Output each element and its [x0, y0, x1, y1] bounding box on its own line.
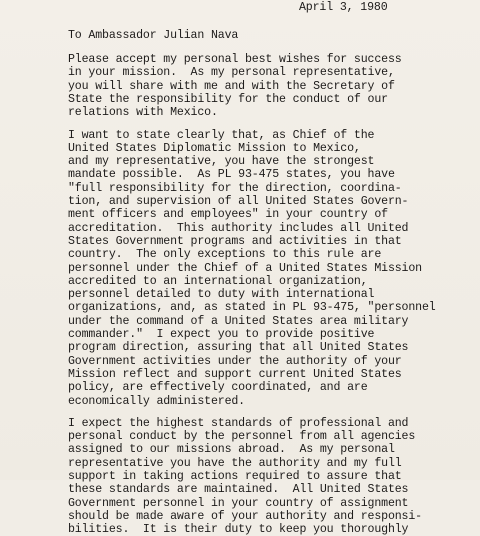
paragraph-2-line: economically administered.	[68, 394, 245, 408]
paragraph-3-line: I expect the highest standards of professional and	[68, 416, 409, 430]
paragraph-3-line: these standards are maintained. All United States	[68, 483, 409, 497]
paragraph-3-line: support in taking actions required to assure that	[68, 470, 402, 483]
paragraph-2-line: and my representative, you have the strongest	[68, 155, 375, 169]
paragraph-2-line: mandate possible. As PL 93-475 states, you have	[68, 168, 395, 182]
paragraph-3-line: representative you have the authority and my full	[68, 456, 402, 470]
paragraph-2-line: policy, are effectively coordinated, and are	[68, 381, 368, 395]
paragraph-1-line: State the responsibility for the conduct of our	[68, 92, 388, 106]
paragraph-2-line: United States Diplomatic Mission to Mexico,	[68, 141, 361, 155]
paragraph-1-line: relations with Mexico.	[68, 106, 218, 120]
paragraph-1-line: Please accept my personal best wishes for success	[68, 53, 402, 66]
paragraph-2-line: Government activities under the authority of your	[68, 354, 402, 368]
paragraph-2-line: personnel detailed to duty with international	[68, 288, 375, 302]
paragraph-2-line: commander." I expect you to provide positive	[68, 328, 375, 341]
paragraph-3-line: bilities. It is their duty to keep you thoroughly	[68, 523, 409, 536]
paragraph-2-line: tion, and supervision of all United States Govern-	[68, 195, 409, 208]
paragraph-2-line: program direction, assuring that all United States	[68, 341, 409, 355]
paragraph-2-line: I want to state clearly that, as Chief of the	[68, 128, 375, 142]
salutation: To Ambassador Julian Nava	[68, 29, 239, 42]
paragraph-1-line: in your mission. As my personal representative,	[68, 66, 395, 80]
paragraph-2-line: accredited to an international organization,	[68, 274, 368, 288]
paragraph-2-line: accreditation. This authority includes all United	[68, 221, 409, 235]
paragraph-3-line: assigned to our missions abroad. As my personal	[68, 443, 395, 457]
paragraph-2-line: personnel under the Chief of a United States Mission	[68, 261, 422, 275]
paragraph-1-line: you will share with me and with the Secretary of	[68, 79, 395, 93]
paragraph-2-line: ment officers and employees" in your country of	[68, 208, 388, 222]
paragraph-2-line: organizations, and, as stated in PL 93-475, "personnel	[68, 301, 436, 315]
paragraph-2-line: under the command of a United States area military	[68, 314, 409, 328]
paragraph-3-line: Government personnel in your country of assignment	[68, 496, 409, 510]
paragraph-2-line: States Government programs and activities in that	[68, 234, 402, 248]
paragraph-3-line: personal conduct by the personnel from all agencies	[68, 430, 416, 444]
paragraph-2-line: country. The only exceptions to this rule are	[68, 248, 382, 262]
paragraph-3-line: should be made aware of your authority and responsi-	[68, 509, 422, 523]
paragraph-2-line: "full responsibility for the direction, coordina-	[68, 181, 402, 195]
paragraph-2-line: Mission reflect and support current United States	[68, 367, 402, 381]
letter-date: April 3, 1980	[299, 1, 388, 14]
